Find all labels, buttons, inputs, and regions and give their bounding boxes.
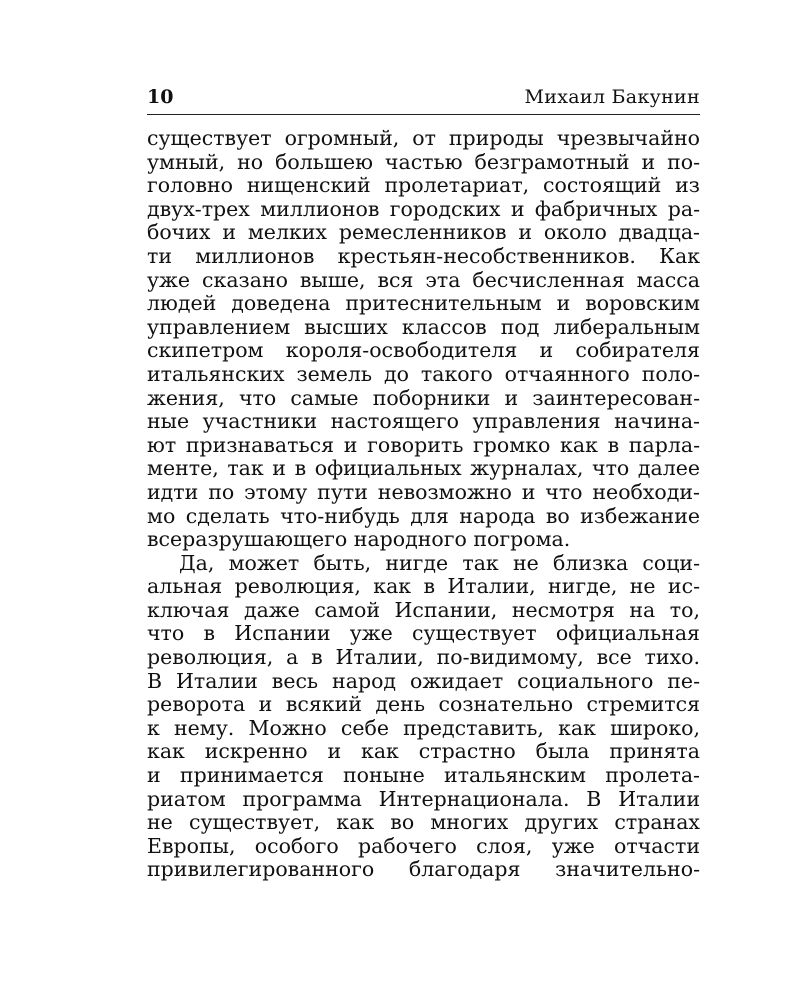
text-line: итальянских земель до такого отчаянного поло- xyxy=(147,361,700,386)
text-line: мо сделать что-нибудь для народа во избежание xyxy=(147,503,700,528)
text-line: революция, а в Италии, по-видимому, все тихо. xyxy=(147,645,700,670)
text-line: идти по этому пути невозможно и что необходи- xyxy=(147,479,700,504)
text-line: Да, может быть, нигде так не близка соци- xyxy=(179,550,700,575)
page-number: 10 xyxy=(147,86,174,108)
text-line: управлением высших классов под либеральным xyxy=(147,314,700,339)
text-line: к нему. Можно себе представить, как широко, xyxy=(147,715,700,740)
text-line: существует огромный, от природы чрезвычайно xyxy=(147,126,700,150)
text-line: что в Испании уже существует официальная xyxy=(147,621,700,646)
text-line: умный, но большею частью безграмотный и по- xyxy=(147,149,700,174)
text-line: ют признаваться и говорить громко как в парла- xyxy=(147,432,700,457)
text-line: ключая даже самой Испании, несмотря на то, xyxy=(147,597,700,622)
text-line: и принимается поныне итальянским пролета- xyxy=(147,763,700,788)
text-line: уже сказано выше, вся эта бесчисленная масса xyxy=(147,267,700,292)
text-line: скипетром короля-освободителя и собирателя xyxy=(147,338,700,363)
running-header xyxy=(147,84,700,115)
text-line: ти миллионов крестьян-несобственников. Как xyxy=(147,243,700,268)
text-line: головно нищенский пролетариат, состоящий из xyxy=(147,173,700,198)
text-line: В Италии весь народ ожидает социального пе- xyxy=(147,668,700,693)
text-line: как искренно и как страстно была принята xyxy=(147,739,700,764)
text-line: риатом программа Интернационала. В Италии xyxy=(147,786,700,811)
text-line: людей доведена притеснительным и воровским xyxy=(147,291,700,316)
text-line: реворота и всякий день сознательно стремится xyxy=(147,692,700,717)
text-line: привилегированного благодаря значительно- xyxy=(147,857,700,882)
running-title: Михаил Бакунин xyxy=(524,86,700,108)
text-line: менте, так и в официальных журналах, что далее xyxy=(147,456,700,481)
text-line: бочих и мелких ремесленников и около двадца- xyxy=(147,220,700,245)
text-line: всеразрушающего народного погрома. xyxy=(147,527,571,552)
text-line: Европы, особого рабочего слоя, уже отчасти xyxy=(147,833,700,858)
text-line: жения, что самые поборники и заинтересован- xyxy=(147,385,700,410)
text-line: не существует, как во многих других странах xyxy=(147,810,700,835)
text-line: ные участники настоящего управления начина- xyxy=(147,409,700,434)
body-text xyxy=(147,127,700,882)
text-line: двух-трех миллионов городских и фабричных ра- xyxy=(147,196,700,221)
text-line: альная революция, как в Италии, нигде, не ис- xyxy=(147,574,700,599)
